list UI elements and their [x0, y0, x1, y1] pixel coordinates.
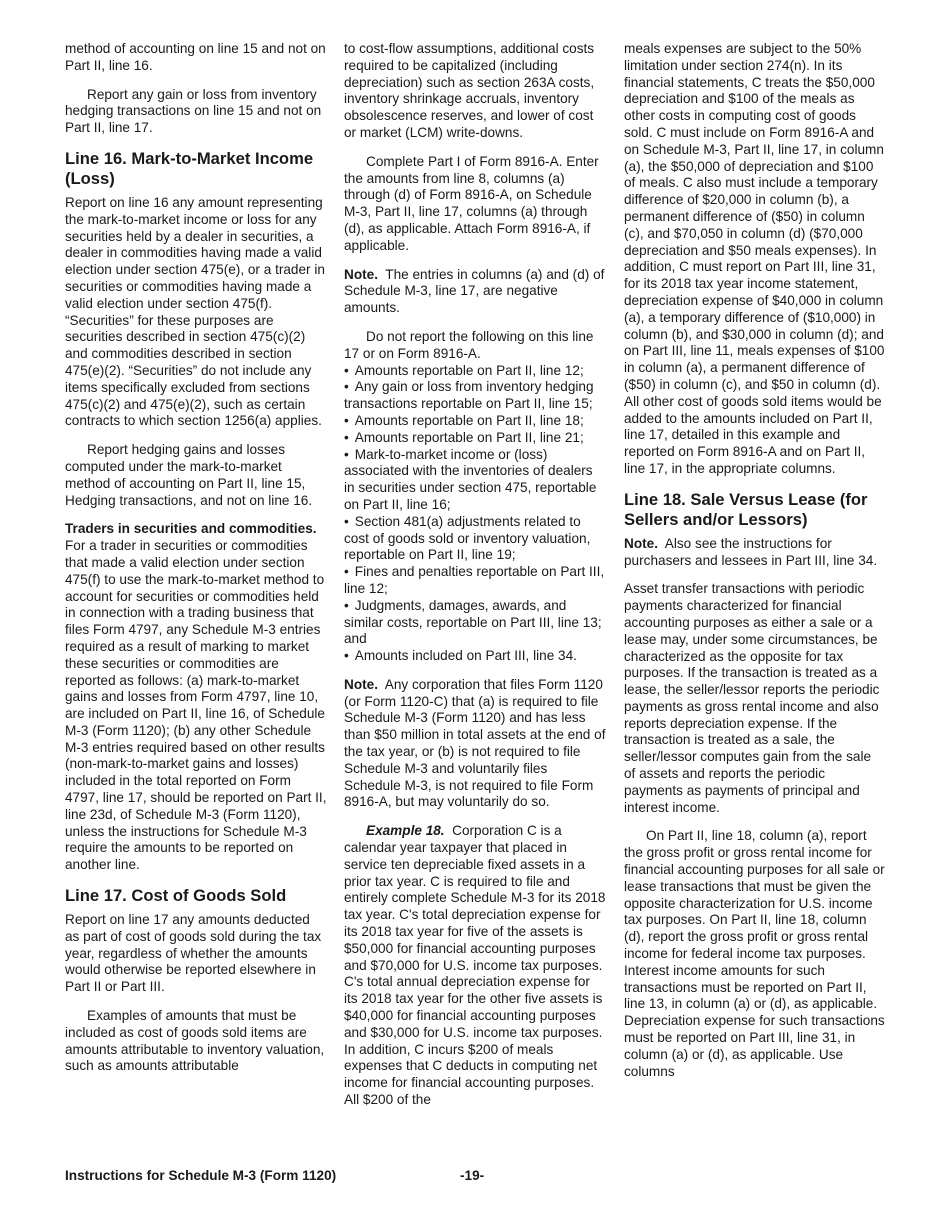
note-label: Note.	[344, 676, 378, 692]
paragraph: Examples of amounts that must be included as cost of goods sold items are amounts attributable to inventory valuation, such as amounts attributable	[65, 1008, 325, 1074]
example-paragraph	[344, 823, 606, 1109]
bullet-list	[344, 363, 606, 665]
list-item: • Amounts included on Part III, line 34.	[344, 648, 577, 664]
example-text: Corporation C is a calendar year taxpayer that placed in service ten depreciable fixed assets in a prior tax year. C is required to file and entirely complete Schedule M-3 for its 2018 tax year. C's total depreciation expense for its 2018 tax year for five of the assets is $50,000 for financial accounting purposes and $70,000 for U.S. income tax purposes. C's total annual depreciation expense for its 2018 tax year for the other five assets is $40,000 for financial accounting purposes and $30,000 for U.S. income tax purposes. In addition, C incurs $200 of meals expenses that C deducts in computing net income for financial accounting purposes. All $200 of the	[344, 823, 606, 1108]
bullet-icon: •	[344, 429, 349, 445]
note	[344, 677, 606, 811]
example-label: Example 18.	[366, 823, 445, 839]
bullet-icon: •	[344, 513, 349, 529]
column-3	[624, 41, 886, 1080]
note-label: Note.	[344, 266, 378, 282]
paragraph: On Part II, line 18, column (a), report the gross profit or gross rental income for financial accounting purposes for all sale or lease transactions that must be given the opposite characterization for U.S. income tax purposes. On Part II, line 18, column (d), report the gross profit or gross rental income for federal income tax purposes. Interest income amounts for such transactions must be reported on Part II, line 13, in column (a) or (d), as applicable. Depreciation expense for such transactions must be reported on Part III, line 31, in column (a) or (d), as applicable. Use columns	[624, 828, 885, 1079]
paragraph-text: For a trader in securities or commodities that made a valid election under section 475(f) to use the mark-to-market method to account for securities or commodities held in connection with a trading business that files Form 4797, any Schedule M-3 entries required as a result of marking to market these securities or commodities are reported as follows: (a) mark-to-market gains and losses from Form 4797, line 10, are included on Part II, line 16, of Schedule M-3 (Form 1120); (b) any other Schedule M-3 entries required based on other results (non-mark-to-market gains and losses) included in the total reported on Form 4797, line 17, should be reported on Part II, line 23d, of Schedule M-3 (Form 1120), unless the instructions for Schedule M-3 require the amounts to be reported on another line.	[65, 538, 327, 873]
list-item: • Fines and penalties reportable on Part III, line 12;	[344, 564, 605, 596]
note-text: The entries in columns (a) and (d) of Schedule M-3, line 17, are negative amounts.	[344, 266, 605, 316]
list-item: • Section 481(a) adjustments related to cost of goods sold or inventory valuation, reportable on Part II, line 19;	[344, 513, 591, 563]
paragraph	[65, 521, 327, 874]
bullet-icon: •	[344, 362, 349, 378]
paragraph: Report hedging gains and losses computed under the mark-to-market method of accounting on Part II, line 15, Hedging transactions, and not on line 16.	[65, 442, 313, 508]
bullet-icon: •	[344, 412, 349, 428]
paragraph: Report on line 17 any amounts deducted as part of cost of goods sold during the tax year, regardless of whether the amounts would otherwise be reported elsewhere in Part II or Part III.	[65, 912, 322, 995]
paragraph: to cost-flow assumptions, additional costs required to be capitalized (including depreciation) such as section 263A costs, inventory shrinkage accruals, inventory obsolescence reserves, and lower of cost or market (LCM) write-downs.	[344, 41, 595, 140]
note	[344, 267, 606, 317]
bullet-icon: •	[344, 379, 349, 395]
paragraph: Asset transfer transactions with periodic payments characterized for financial accounting purposes as either a sale or a lease may, under some circumstances, be characterized as the opposite for tax purposes. If the transaction is treated as a lease, the seller/lessor reports the periodic payments as gross rental income and also reports depreciation expense. If the transaction is treated as a sale, the seller/lessor computes gain from the sale of assets and reports the periodic payments as payments of principal and interest income.	[624, 581, 880, 815]
list-item: • Judgments, damages, awards, and similar costs, reportable on Part III, line 13; and	[344, 597, 602, 647]
paragraph: Complete Part I of Form 8916-A. Enter the amounts from line 8, columns (a) through (d) of Form 8916-A, on Schedule M-3, Part II, line 17, columns (a) through (d), as applicable. Attach Form 8916-A, if applicable.	[344, 153, 599, 253]
bullet-icon: •	[344, 597, 349, 613]
section-heading-line-16: Line 16. Mark-to-Market Income (Loss)	[65, 148, 314, 188]
bullet-icon: •	[344, 446, 349, 462]
section-heading-line-17: Line 17. Cost of Goods Sold	[65, 886, 287, 906]
footer-title: Instructions for Schedule M-3 (Form 1120)	[65, 1168, 337, 1183]
list-item: • Amounts reportable on Part II, line 18;	[344, 412, 584, 428]
list-item: • Amounts reportable on Part II, line 12;	[344, 362, 584, 378]
column-1	[65, 41, 327, 1075]
note	[624, 536, 886, 570]
paragraph: Do not report the following on this line 17 or on Form 8916-A.	[344, 328, 594, 361]
bullet-icon: •	[344, 564, 349, 580]
list-item: • Mark-to-market income or (loss) associated with the inventories of dealers in securities under section 475, reportable on Part II, line 16;	[344, 446, 597, 512]
note-text: Also see the instructions for purchasers and lessees in Part III, line 34.	[624, 535, 878, 568]
run-in-heading: Traders in securities and commodities.	[65, 521, 317, 537]
paragraph: meals expenses are subject to the 50% limitation under section 274(n). In its financial statements, C treats the $50,000 depreciation and $100 of the meals as other costs in computing cost of goods sold. C must include on Form 8916-A and on Schedule M-3, Part II, line 17, in column (a), the $50,000 of depreciation and $100 of meals. C also must include a temporary difference of $20,000 in column (b), a permanent difference of ($50) in column (c), and $70,050 in column (d) ($70,000 depreciation and $50 meals expenses). In addition, C must report on Part III, line 31, for its 2018 tax year income statement, depreciation expense of $40,000 in column (a), a temporary difference of ($10,000) in column (b), and $30,000 in column (d); and on Part III, line 11, meals expenses of $100 in column (a), a permanent difference of ($50) in column (c), and $50 in column (d). All other cost of goods sold items would be added to the amounts included on Part II, line 17, detailed in this example and reported on Form 8916-A and on Part II, line 17, in the appropriate columns.	[624, 41, 885, 476]
paragraph: Report on line 16 any amount representing the mark-to-market income or loss for any securities held by a dealer in securities, a dealer in commodities having made a valid election under section 475(e), or a trader in securities or commodities having made a valid election under section 475(f). “Securities” for these purposes are securities described in section 475(c)(2) and commodities described in section 475(e)(2). “Securities” do not include any items specifically excluded from sections 475(c)(2) and 475(e)(2), such as certain contracts to which section 1256(a) applies.	[65, 194, 325, 429]
bullet-icon: •	[344, 648, 349, 664]
note-text: Any corporation that files Form 1120 (or Form 1120-C) that (a) is required to file Schedule M-3 (Form 1120) and has less than $50 million in total assets at the end of the tax year, or (b) is not required to file Schedule M-3 and voluntarily files Schedule M-3, is not required to file Form 8916-A, but may voluntarily do so.	[344, 676, 606, 810]
paragraph: Report any gain or loss from inventory hedging transactions on line 15 and not on Part II, line 17.	[65, 86, 322, 136]
list-item: • Amounts reportable on Part II, line 21;	[344, 429, 584, 445]
page-number: -19-	[460, 1168, 485, 1183]
note-label: Note.	[624, 535, 658, 551]
column-2	[344, 41, 606, 1109]
list-item: • Any gain or loss from inventory hedging transactions reportable on Part II, line 15;	[344, 379, 594, 412]
section-heading-line-18: Line 18. Sale Versus Lease (for Sellers and/or Lessors)	[624, 489, 868, 529]
paragraph: method of accounting on line 15 and not on Part II, line 16.	[65, 41, 326, 73]
